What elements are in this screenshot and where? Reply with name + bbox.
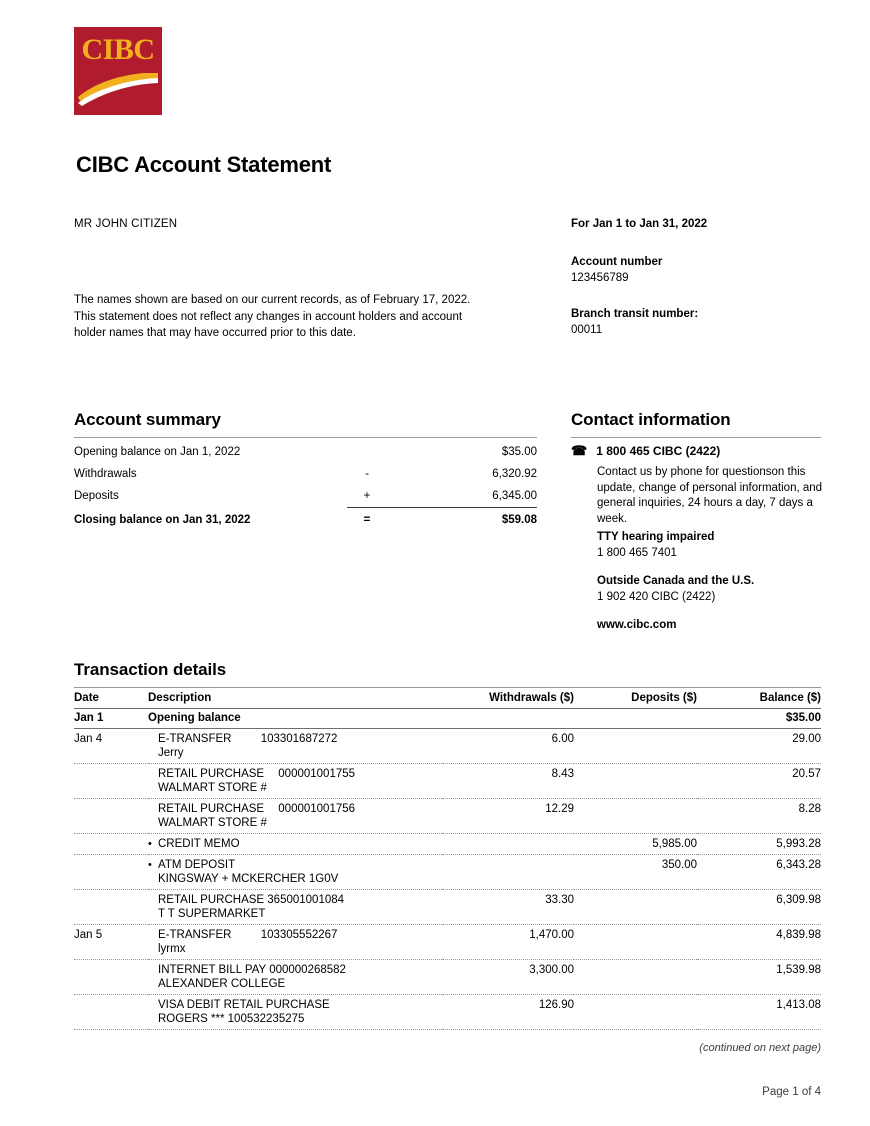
row-withdrawals: 6.00 [551,733,574,745]
summary-amount: 6,320.92 [492,468,537,480]
description-label: RETAIL PURCHASE [158,768,265,780]
description-reference: 103305552267 [260,929,338,941]
row-withdrawals [442,834,574,855]
description-line-1 [158,768,442,780]
description-wrap [148,768,442,794]
contact-information-body [571,441,823,631]
description-wrap [148,999,442,1025]
description-wrap [148,894,442,920]
row-deposits [574,925,697,960]
description-wrap [148,929,442,955]
description-line-1 [158,859,442,871]
row-deposits: 5,985.00 [574,834,697,855]
contact-information-heading: Contact information [571,410,731,429]
contact-information-divider [571,437,821,438]
summary-total-label: Closing balance on Jan 31, 2022 [74,513,251,526]
description-label: ATM DEPOSIT [158,859,236,871]
description-line-1 [158,929,442,941]
statement-period: For Jan 1 to Jan 31, 2022 [571,218,708,230]
opening-balance: $35.00 [697,709,821,729]
table-row [74,890,821,925]
description-wrap [148,838,442,850]
logo-swoosh-icon [74,73,162,107]
account-summary-body [74,441,537,531]
column-header-description: Description [148,689,442,709]
row-description [148,925,442,960]
table-row [74,764,821,799]
summary-sign [347,441,387,463]
description-line-1 [158,964,442,976]
row-deposits: 350.00 [574,855,697,890]
transaction-table-head [74,689,821,709]
row-description [148,764,442,799]
summary-label: Withdrawals [74,468,137,480]
row-balance: 8.28 [697,799,821,834]
account-number-label: Account number [571,256,663,268]
column-header-balance: Balance ($) [697,689,821,709]
description-wrap [148,964,442,990]
branch-transit-value: 00011 [571,324,603,336]
telephone-icon: ☎ [571,443,588,458]
row-date [74,855,148,890]
row-description [148,834,442,855]
row-date [74,834,148,855]
summary-row [74,441,537,463]
description-reference: 103301687272 [260,733,338,745]
description-reference: 000001001756 [278,803,356,815]
transaction-details-divider [74,687,821,688]
table-row [74,855,821,890]
row-balance: 5,993.28 [697,834,821,855]
page-title: CIBC Account Statement [76,152,332,177]
opening-withdrawals [442,709,574,729]
description-line-1 [158,803,442,815]
column-header-withdrawals: Withdrawals ($) [442,689,574,709]
description-line-1 [158,999,442,1011]
website-link[interactable]: www.cibc.com [597,619,677,631]
branch-transit-label: Branch transit number: [571,308,699,320]
row-description [148,729,442,764]
logo-square [74,27,162,115]
summary-amount: $35.00 [501,446,537,458]
column-header-deposits: Deposits ($) [574,689,697,709]
description-line-2: WALMART STORE # [158,817,267,829]
row-date [74,960,148,995]
summary-row [74,463,537,485]
summary-sign: + [363,490,371,502]
opening-balance-row [74,709,821,729]
account-holder-name: MR JOHN CITIZEN [74,218,178,230]
description-label: E-TRANSFER [158,733,232,745]
main-phone-row [571,441,823,458]
row-deposits [574,764,697,799]
table-row [74,925,821,960]
column-header-date: Date [74,689,148,709]
statement-meta [571,218,821,338]
row-description [148,890,442,925]
row-withdrawals [442,855,574,890]
row-withdrawals: 33.30 [442,890,574,925]
outside-canada-phone: 1 902 420 CIBC (2422) [597,590,716,603]
row-balance: 1,413.08 [697,995,821,1030]
table-row [74,799,821,834]
description-reference: 000001001755 [278,768,356,780]
summary-label: Deposits [74,490,119,503]
description-label: E-TRANSFER [158,929,232,941]
main-phone-number: 1 800 465 CIBC (2422) [596,444,721,458]
row-deposits [574,960,697,995]
row-description [148,855,442,890]
outside-canada-label: Outside Canada and the U.S. [597,575,755,587]
account-summary-heading: Account summary [74,410,221,429]
summary-total-row [74,508,537,532]
tty-phone: 1 800 465 7401 [597,546,677,559]
opening-date: Jan 1 [74,709,148,729]
summary-amount: 6,345.00 [492,490,537,502]
row-deposits [574,995,697,1030]
table-row [74,960,821,995]
row-balance: 6,309.98 [697,890,821,925]
summary-row [74,485,537,508]
row-balance: 20.57 [697,764,821,799]
description-line-1 [158,733,442,745]
summary-total-amount: $59.08 [387,508,537,532]
transaction-table-body [74,709,821,1030]
description-label: VISA DEBIT RETAIL PURCHASE [158,999,330,1011]
description-wrap [148,733,442,759]
summary-total-sign: = [347,508,387,532]
contact-description: Contact us by phone for questionson this update, change of personal information, and general inquiries, 24 hours a day, 7 days a week. [597,466,823,525]
row-withdrawals: 12.29 [442,799,574,834]
row-date: Jan 5 [74,925,148,960]
description-line-1 [158,894,442,906]
description-label: INTERNET BILL PAY 000000268582 [158,964,346,976]
row-date [74,799,148,834]
page-number: Page 1 of 4 [762,1086,821,1098]
row-date [74,764,148,799]
row-deposits [574,799,697,834]
description-line-1 [158,838,442,850]
description-label: CREDIT MEMO [158,838,240,850]
description-line-2: lyrmx [158,943,186,955]
description-line-2: T T SUPERMARKET [158,908,266,920]
table-row [74,834,821,855]
row-withdrawals: 3,300.00 [442,960,574,995]
row-date: Jan 4 [74,733,103,745]
description-label: RETAIL PURCHASE 365001001084 [158,894,345,906]
logo-wordmark: CIBC [81,33,155,66]
row-withdrawals: 1,470.00 [442,925,574,960]
account-number-value: 123456789 [571,272,629,284]
row-balance: 29.00 [792,733,821,745]
transaction-details-heading: Transaction details [74,660,227,679]
tty-label: TTY hearing impaired [597,531,715,543]
row-deposits [574,890,697,925]
continued-note: (continued on next page) [699,1042,821,1054]
row-balance: 1,539.98 [697,960,821,995]
transaction-table [74,689,821,1030]
description-label: RETAIL PURCHASE [158,803,265,815]
summary-label: Opening balance on Jan 1, 2022 [74,446,241,458]
row-date [74,890,148,925]
table-row [74,995,821,1030]
row-description [148,799,442,834]
table-row [74,729,821,764]
row-date [74,995,148,1030]
bullet-icon: • [148,838,152,850]
transaction-header-row [74,689,821,709]
summary-sign: - [365,468,369,480]
description-line-2: ALEXANDER COLLEGE [158,978,286,990]
row-withdrawals: 126.90 [442,995,574,1030]
names-disclaimer: The names shown are based on our current records, as of February 17, 2022. This statement does not reflect any changes in account holders and account holder names that may have occurred prior to this date. [74,294,471,339]
row-withdrawals: 8.43 [442,764,574,799]
row-description [148,960,442,995]
description-wrap [148,859,442,885]
row-description [148,995,442,1030]
row-deposits [574,729,697,764]
opening-deposits [574,709,697,729]
account-summary-table [74,441,537,531]
row-balance: 6,343.28 [697,855,821,890]
description-line-2: KINGSWAY + MCKERCHER 1G0V [158,873,339,885]
opening-description: Opening balance [148,709,442,729]
cibc-logo [74,27,162,115]
description-line-2: WALMART STORE # [158,782,267,794]
bullet-icon: • [148,859,152,871]
description-line-2: ROGERS *** 100532235275 [158,1013,305,1025]
account-summary-divider [74,437,537,438]
description-wrap [148,803,442,829]
row-balance: 4,839.98 [697,925,821,960]
description-line-2: Jerry [158,747,184,759]
